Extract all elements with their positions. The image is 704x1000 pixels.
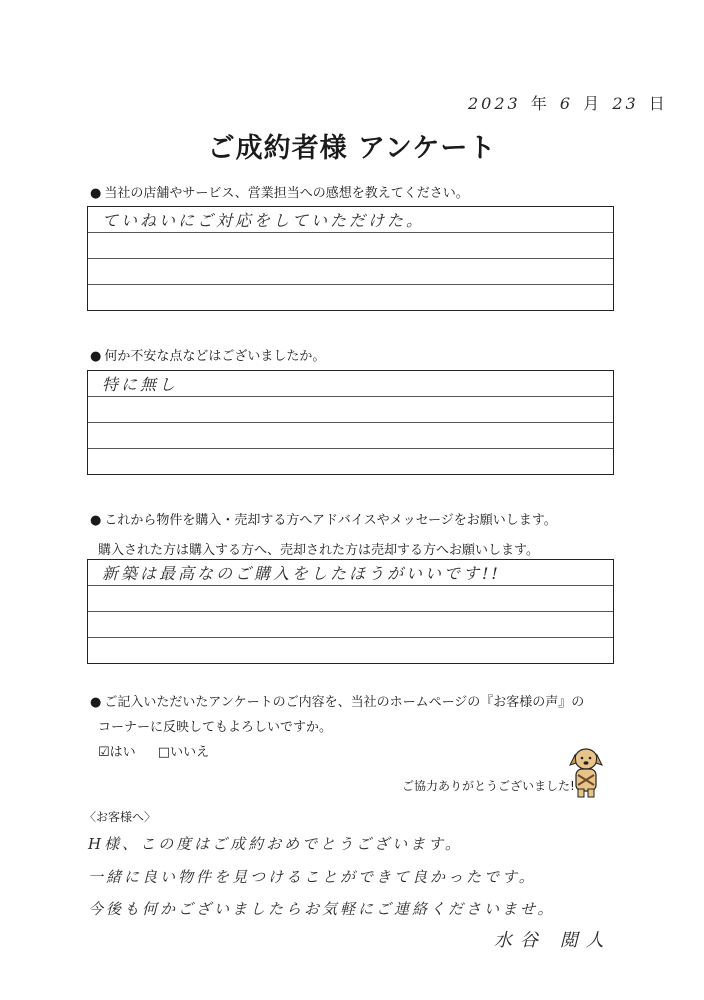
date <box>468 91 670 114</box>
question-3 <box>90 511 557 530</box>
signature: 水谷 閲人 <box>494 930 612 951</box>
question-3-sub: 購入された方は購入する方へ、売却された方は売却する方へお願いします。 <box>98 543 539 558</box>
dog-mascot-icon <box>566 745 606 800</box>
bullet: ● <box>90 695 102 710</box>
question-4-sub: コーナーに反映してもよろしいですか。 <box>98 720 333 735</box>
message-line: H様、この度はご成約おめでとうございます。 <box>88 835 463 853</box>
bullet: ● <box>90 513 102 528</box>
question-2 <box>90 347 325 366</box>
question-1-text: 当社の店舗やサービス、営業担当への感想を教えてください。 <box>104 186 469 201</box>
checkbox-no[interactable]: □いいえ <box>157 745 210 760</box>
question-3-text: これから物件を購入・売却する方へアドバイスやメッセージをお願いします。 <box>104 513 557 528</box>
message-line: 一緒に良い物件を見つけることができて良かったです。 <box>88 868 537 886</box>
date-year: 2023 <box>468 94 521 113</box>
answer-box-3 <box>87 559 614 664</box>
date-day: 23 <box>612 94 639 113</box>
date-month-unit: 月 <box>583 94 603 113</box>
question-4-text: ご記入いただいたアンケートのご内容を、当社のホームページの『お客様の声』の <box>104 695 585 710</box>
answer-1: ていねいにご対応をしていただけた。 <box>102 211 426 230</box>
message-line: 今後も何かございましたらお気軽にご連絡くださいませ。 <box>88 900 556 918</box>
message-heading: 〈お客様へ〉 <box>84 810 157 824</box>
page-title: ご成約者様 アンケート <box>207 133 497 164</box>
date-year-unit: 年 <box>530 94 550 113</box>
question-4 <box>90 693 584 712</box>
answer-3: 新築は最高なのご購入をしたほうがいいです!! <box>102 564 501 583</box>
answer-2: 特に無し <box>102 375 179 394</box>
checkbox-yes[interactable]: ☑はい <box>98 745 136 760</box>
question-1 <box>90 184 469 203</box>
bullet: ● <box>90 349 102 364</box>
bullet: ● <box>90 186 102 201</box>
date-day-unit: 日 <box>648 94 668 113</box>
answer-box-2 <box>87 370 614 475</box>
thanks-text: ご協力ありがとうございました! <box>402 779 575 793</box>
consent-options <box>98 741 227 760</box>
question-2-text: 何か不安な点などはございましたか。 <box>104 349 326 364</box>
answer-box-1 <box>87 206 614 311</box>
date-month: 6 <box>559 94 574 113</box>
